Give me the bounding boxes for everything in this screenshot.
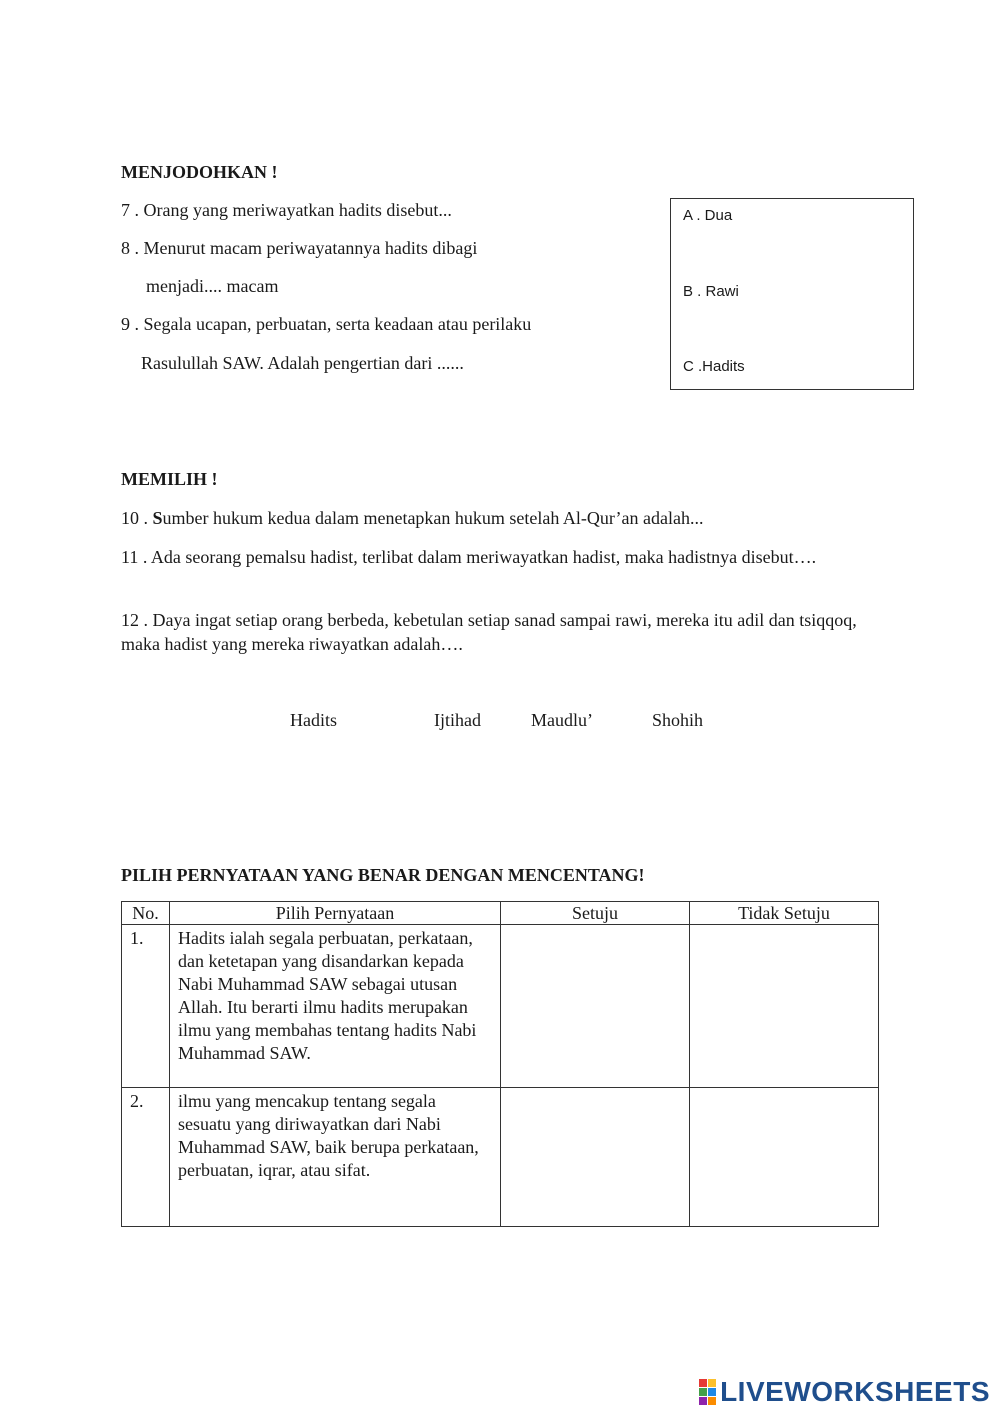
column-header-statement: Pilih Pernyataan bbox=[170, 902, 501, 925]
option-b[interactable]: B . Rawi bbox=[683, 283, 739, 300]
word-choice-shohih[interactable]: Shohih bbox=[652, 710, 704, 730]
word-choice-hadits[interactable]: Hadits bbox=[290, 710, 337, 730]
question-10 bbox=[121, 508, 704, 529]
question-12: 12 . Daya ingat setiap orang berbeda, kebetulan setiap sanad sampai rawi, mereka itu adil dan tsiqqoq, maka hadist yang mereka riwayatkan adalah…. bbox=[121, 610, 857, 654]
option-c[interactable]: C .Hadits bbox=[683, 358, 745, 375]
statement-text: Hadits ialah segala perbuatan, perkataan, dan ketetapan yang disandarkan kepada Nabi Muhammad SAW sebagai utusan Allah. Itu berarti ilmu hadits merupakan ilmu yang membahas tentang hadits Nabi Muhammad SAW. bbox=[170, 925, 501, 1088]
question-10-prefix: 10 . bbox=[121, 508, 153, 528]
agree-checkbox-cell[interactable] bbox=[501, 925, 690, 1088]
table-row bbox=[122, 1088, 879, 1227]
row-number: 1. bbox=[122, 925, 170, 1088]
row-number: 2. bbox=[122, 1088, 170, 1227]
matching-options-box bbox=[670, 198, 914, 390]
agree-checkbox-cell[interactable] bbox=[501, 1088, 690, 1227]
statement-text: ilmu yang mencakup tentang segala sesuatu yang diriwayatkan dari Nabi Muhammad SAW, baik berupa perkataan, perbuatan, iqrar, atau sifat. bbox=[170, 1088, 501, 1227]
disagree-checkbox-cell[interactable] bbox=[690, 1088, 879, 1227]
question-9-line-1: 9 . Segala ucapan, perbuatan, serta keadaan atau perilaku bbox=[121, 314, 532, 334]
word-choice-ijtihad[interactable]: Ijtihad bbox=[434, 710, 481, 730]
section-heading-memilih: MEMILIH ! bbox=[121, 469, 218, 489]
statement-table bbox=[121, 901, 879, 1227]
disagree-checkbox-cell[interactable] bbox=[690, 925, 879, 1088]
section-heading-pilih-pernyataan: PILIH PERNYATAAN YANG BENAR DENGAN MENCENTANG! bbox=[121, 865, 645, 885]
logo-wordmark: LIVEWORKSHEETS bbox=[720, 1376, 990, 1407]
question-9-line-2: Rasulullah SAW. Adalah pengertian dari ...... bbox=[141, 353, 464, 373]
table-header-row bbox=[122, 902, 879, 925]
liveworksheets-logo-icon bbox=[699, 1379, 716, 1405]
question-8-line-2: menjadi.... macam bbox=[146, 276, 279, 296]
table-row bbox=[122, 925, 879, 1088]
question-10-text: umber hukum kedua dalam menetapkan hukum setelah Al-Qur’an adalah... bbox=[162, 508, 704, 528]
question-10-bold-letter: S bbox=[152, 508, 163, 528]
question-11: 11 . Ada seorang pemalsu hadist, terlibat dalam meriwayatkan hadist, maka hadistnya disebut…. bbox=[121, 547, 817, 567]
liveworksheets-logo[interactable] bbox=[699, 1376, 990, 1408]
option-a[interactable]: A . Dua bbox=[683, 207, 733, 224]
column-header-disagree: Tidak Setuju bbox=[690, 902, 879, 925]
question-7: 7 . Orang yang meriwayatkan hadits disebut... bbox=[121, 200, 452, 220]
column-header-agree: Setuju bbox=[501, 902, 690, 925]
column-header-no: No. bbox=[122, 902, 170, 925]
word-choice-maudlu[interactable]: Maudlu’ bbox=[531, 710, 593, 730]
question-8-line-1: 8 . Menurut macam periwayatannya hadits dibagi bbox=[121, 238, 478, 258]
section-heading-menjodohkan: MENJODOHKAN ! bbox=[121, 162, 278, 182]
